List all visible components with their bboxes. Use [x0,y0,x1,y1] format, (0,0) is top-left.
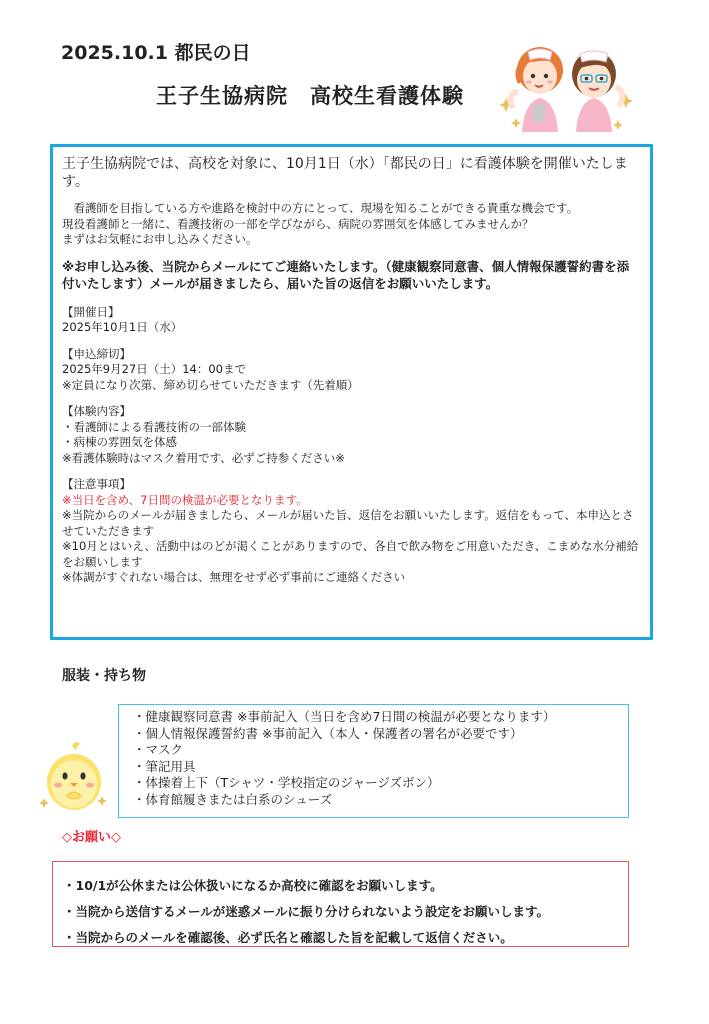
deadline-note: ※定員になり次第、締め切らせていただきます（先着順） [62,377,359,392]
request-item: ・10/1が公休または公休扱いになるか高校に確認をお願いします。 [63,878,443,893]
para-line: まずはお気軽にお申し込みください。 [62,232,258,246]
note-item: ※当院からのメールが届きましたら、メールが届いた旨、返信をお願いいたします。返信をもって、本申込とさせていただきます [62,508,634,538]
email-notice: ※お申し込み後、当院からメールにてご連絡いたします。（健康観察同意書、個人情報保護誓約書を添付いたします）メールが届きましたら、届いた旨の返信をお願いいたします。 [62,258,630,291]
note-item: ※10月とはいえ、活動中はのどが渇くことがありますので、各自で飲み物をご用意いただき、こまめな水分補給をお願いします [62,539,639,569]
requests-box [52,861,629,947]
intro-paragraph [62,201,641,248]
section-date [62,305,641,336]
content-item: ・病棟の雰囲気を体感 [62,435,177,449]
section-content [62,404,641,466]
deadline-value: 2025年9月27日（土）14：00まで [62,362,246,376]
list-item: ・個人情報保護誓約書 ※事前記入（本人・保護者の署名が必要です） [133,725,523,741]
section-notes [62,477,641,586]
title-event: 王子生協病院 高校生看護体験 [156,84,464,108]
content-item: ・看護師による看護技術の一部体験 [62,419,246,434]
temperature-note: ※当日を含め、7日間の検温が必要となります。 [62,492,308,507]
section-heading: 【開催日】 [62,304,120,319]
belongings-list [118,704,629,818]
two-nurses-illustration [500,40,638,132]
para-line: 看護師を目指している方や進路を検討中の方にとって、現場を知ることができる貴重な機会です。 [62,201,579,215]
section-heading: 【注意事項】 [62,477,131,491]
belongings-heading: 服装・持ち物 [62,668,146,684]
intro-text: 王子生協病院では、高校を対象に、10月1日（水）「都民の日」に看護体験を開催いたします。 [62,156,628,190]
list-item: ・体育館履きまたは白系のシューズ [133,791,333,807]
list-item: ・筆記用具 [133,758,196,774]
note-item: ※体調がすぐれない場合は、無理をせず必ず事前にご連絡ください [62,570,406,584]
info-box [50,144,653,640]
section-deadline [62,347,641,394]
request-item: ・当院から送信するメールが迷惑メールに振り分けられないよう設定をお願いします。 [63,904,550,919]
section-heading: 【体験内容】 [62,404,131,418]
list-item: ・マスク [133,742,184,757]
request-item: ・当院からのメールを確認後、必ず氏名と確認した旨を記載して返信ください。 [63,930,513,945]
section-heading: 【申込締切】 [62,346,131,361]
list-item: ・健康観察同意書 ※事前記入（当日を含め7日間の検温が必要となります） [133,709,556,724]
chick-mascot-illustration [38,740,110,814]
requests-heading: ◇お願い◇ [62,830,121,845]
para-line: 現役看護師と一緒に、看護技術の一部を学びながら、病院の雰囲気を体感してみませんか？ [62,216,534,231]
content-item: ※看護体験時はマスク着用です、必ずご持参ください※ [62,450,345,465]
list-item: ・体操着上下（Tシャツ・学校指定のジャージズボン） [133,775,440,790]
title-date: 2025.10.1 都民の日 [61,42,251,64]
date-value: 2025年10月1日（水） [62,320,183,334]
